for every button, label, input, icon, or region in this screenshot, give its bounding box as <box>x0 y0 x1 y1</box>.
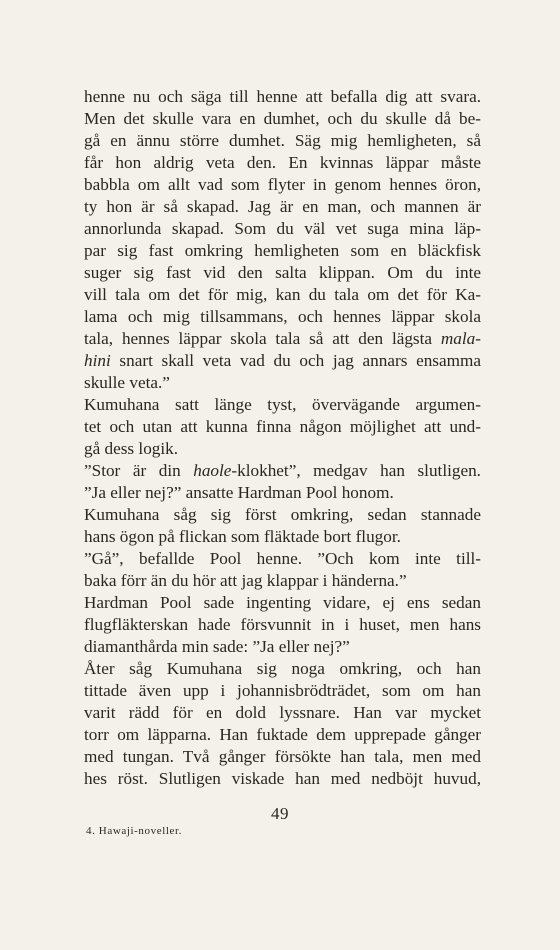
text-line: suger sig fast vid den salta klippan. Om du inte <box>84 263 481 282</box>
body-text <box>84 86 481 790</box>
text-line: får hon aldrig veta den. En kvinnas läppar måste <box>84 153 481 172</box>
text-line: baka förr än du hör att jag klappar i händerna.” <box>84 571 407 590</box>
text-line: varit rädd för en dold lyssnare. Han var mycket <box>84 703 481 722</box>
text-line: tet och utan att kunna finna någon möjlighet att und- <box>84 417 481 436</box>
text-line: ”Gå”, befallde Pool henne. ”Och kom inte till- <box>84 549 481 568</box>
text-line: hans ögon på flickan som fläktade bort flugor. <box>84 527 401 546</box>
text-line: skulle veta.” <box>84 373 170 392</box>
text-line: vill tala om det för mig, kan du tala om det för Ka- <box>84 285 481 304</box>
text-segment: ”Stor är din <box>84 461 194 480</box>
text-line: lama och mig tillsammans, och hennes läppar skola <box>84 307 481 326</box>
text-segment: tala, hennes läppar skola tala så att den lägsta <box>84 329 441 348</box>
text-line: hes röst. Slutligen viskade han med nedböjt huvud, <box>84 769 481 788</box>
text-segment: -klokhet”, medgav han slutligen. <box>231 461 481 480</box>
text-line: annorlunda skapad. Som du väl vet suga mina läp- <box>84 219 481 238</box>
italic-word: hini <box>84 351 111 370</box>
text-line: Kumuhana såg sig först omkring, sedan stannade <box>84 505 481 524</box>
text-segment: snart skall veta vad du och jag annars ensamma <box>110 351 481 370</box>
page-number: 49 <box>271 804 289 823</box>
text-line <box>84 328 481 350</box>
text-line: Åter såg Kumuhana sig noga omkring, och han <box>84 659 481 678</box>
text-line: par sig fast omkring hemligheten som en bläckfisk <box>84 241 481 260</box>
text-line: torr om läpparna. Han fuktade dem upprepade gånger <box>84 725 481 744</box>
text-line <box>84 460 481 482</box>
printer-signature: 4. Hawaji-noveller. <box>86 825 183 837</box>
text-line: babbla om allt vad som flyter in genom hennes öron, <box>84 175 481 194</box>
text-line: ty hon är så skapad. Jag är en man, och mannen är <box>84 197 481 216</box>
text-line: gå en ännu större dumhet. Säg mig hemligheten, så <box>84 131 481 150</box>
text-line: Kumuhana satt länge tyst, övervägande argumen- <box>84 395 481 414</box>
text-line: Hardman Pool sade ingenting vidare, ej ens sedan <box>84 593 481 612</box>
text-line: med tungan. Två gånger försökte han tala, men med <box>84 747 481 766</box>
text-line: ”Ja eller nej?” ansatte Hardman Pool honom. <box>84 483 394 502</box>
text-line: henne nu och säga till henne att befalla dig att svara. <box>84 87 481 106</box>
text-line: flugfläkterskan hade försvunnit in i huset, men hans <box>84 615 481 634</box>
italic-word: mala- <box>440 329 481 348</box>
text-line: gå dess logik. <box>84 439 179 458</box>
text-line: tittade även upp i johannisbrödträdet, som om han <box>84 681 481 700</box>
text-line: Men det skulle vara en dumhet, och du skulle då be- <box>84 109 481 128</box>
italic-word: haole <box>193 461 232 480</box>
text-line <box>84 350 481 372</box>
text-line: diamanthårda min sade: ”Ja eller nej?” <box>84 637 350 656</box>
